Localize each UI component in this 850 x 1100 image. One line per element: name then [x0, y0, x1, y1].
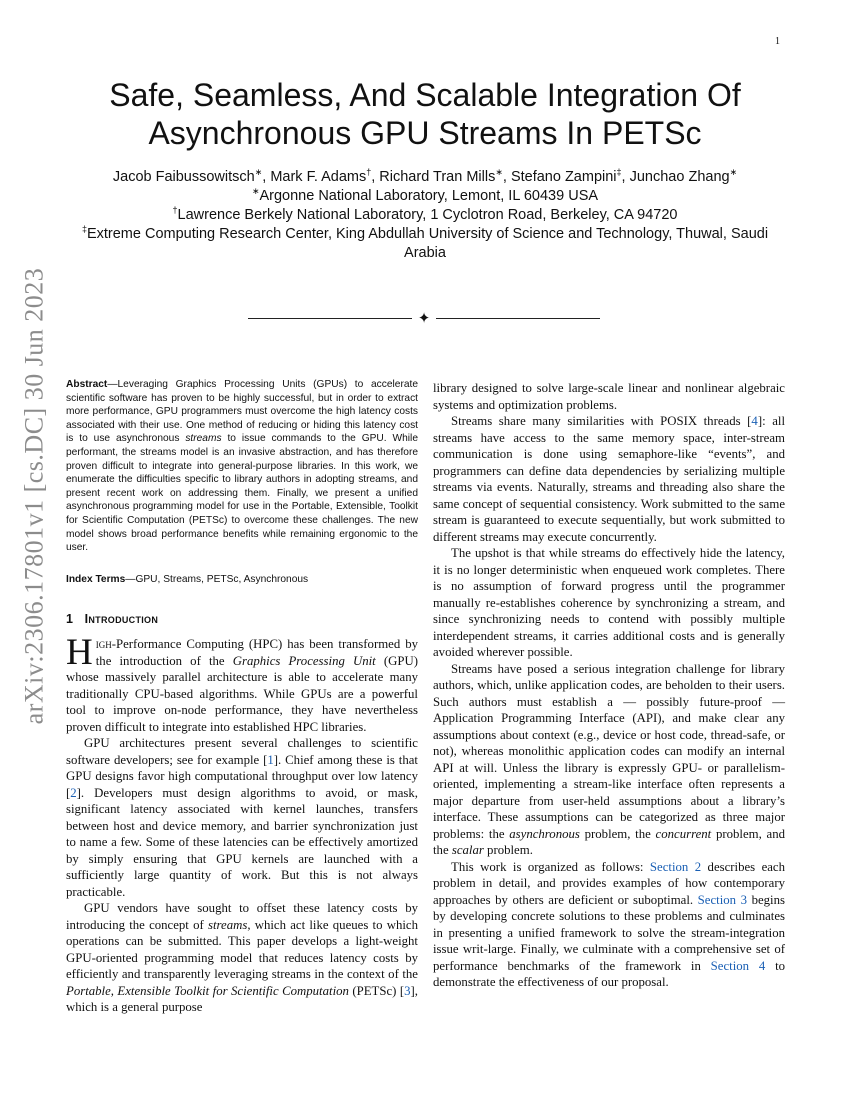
drop-cap: H [66, 632, 93, 674]
index-terms-label: Index Terms [66, 573, 126, 585]
author-mark: † [366, 167, 372, 178]
right-p1-text-1: Streams share many similarities with POSIX threads [ [451, 414, 752, 428]
author-list [70, 168, 780, 187]
right-p3-emphasis-1: asynchronous [509, 826, 580, 841]
author-mark: ∗ [254, 167, 263, 178]
index-terms-text: GPU, Streams, PETSc, Asynchronous [135, 573, 309, 585]
abstract-dash: — [107, 379, 118, 390]
affiliation-mark: † [172, 205, 178, 216]
index-terms [66, 573, 418, 587]
intro-paragraph-1 [66, 632, 418, 735]
separator-line-left [248, 318, 412, 319]
index-terms-dash: — [125, 573, 136, 585]
author-separator: , [502, 169, 511, 185]
right-paragraph-upshot: The upshot is that while streams do effectively hide the latency, it is no longer deterministic when enqueued work completes. There is no assumption of forward progress until the programmer manually re-establishes coherence by synchronizing a stream, and since synchronizing needs to contend with possibly multiple interdependent streams, it carries additional costs and is generally avoided wherever possible. [433, 546, 785, 659]
author-separator: , [371, 169, 380, 185]
section-title: Introduction [84, 612, 159, 627]
title-separator [248, 308, 600, 328]
affiliation-mark: ∗ [251, 186, 260, 197]
right-p4-text-1: This work is organized as follows: [451, 859, 650, 874]
right-p4-text-3: begins by developing concrete solutions to these problems and culminates in presenting a unified framework to solve the stream-integration issue writ-large. Finally, we culminate with a comprehensive set of performance benchmarks of the framework in [433, 892, 785, 973]
page-number: 1 [775, 36, 780, 47]
intro-p3-text-3: (PETSc) [ [348, 983, 405, 998]
intro-p3-text-1: GPU vendors have sought to offset these latency costs by introducing the concept of [66, 901, 418, 932]
right-p4-text-4: to demonstrate the effectiveness of our proposal. [433, 958, 786, 989]
affiliation-text: Lawrence Berkely National Laboratory, 1 Cyclotron Road, Berkeley, CA 94720 [177, 207, 678, 223]
right-p3-emphasis-3: scalar [451, 843, 484, 857]
abstract-emphasis: streams [185, 433, 222, 445]
author-name: Junchao Zhang [629, 169, 730, 185]
intro-p2-text-2: ]. Chief among these is that GPU designs favor high computational throughput over low latency [ [66, 752, 418, 800]
section-1-heading [66, 612, 418, 626]
author-separator: , [621, 169, 630, 185]
left-column [66, 378, 418, 1016]
citation-link[interactable]: 4 [751, 414, 758, 428]
author-name: Richard Tran Mills [379, 169, 496, 185]
intro-p3-emphasis-1: streams [207, 917, 248, 932]
title-line-2: Asynchronous GPU Streams In PETSc [148, 115, 702, 151]
intro-p1-emphasis: Graphics Processing Unit [232, 653, 376, 668]
citation-link[interactable]: 1 [267, 752, 274, 767]
right-p3-text-1: Streams have posed a serious integration challenge for library authors, which, unlike application codes, are beholden to their users. Such authors must establish a — possibly future-proof — Application Programming Interface (API), and make clear any assumptions about context (e.g., device or host code, thread-safe, or not), whereas monolithic application codes can modify an internal API at will. Unless the library is expressly GPU- or parallelism-oriented, implementing a stream-like interface often represents a major departure from user-held assumptions about a library’s interface. These assumptions can be categorized as three major problems: the [433, 661, 785, 841]
right-p4-text-2: describes each problem in detail, and provides examples of how contemporary approaches by others are deficient or suboptimal. [433, 859, 786, 907]
affiliation-mark: ‡ [81, 224, 87, 235]
right-paragraph-streams-posix [433, 413, 785, 545]
intro-p3-text-2: , which act like queues to which operations can be submitted. This paper develops a light-weight GPU-oriented programming model that reduces latency costs by efficiently and transparently leveraging streams in the context of the [66, 917, 418, 982]
right-p3-text-2: problem, the [579, 826, 656, 841]
arxiv-id-text: arXiv:2306.17801v1 [cs.DC] 30 Jun 2023 [19, 267, 49, 724]
right-p3-emphasis-2: concurrent [655, 826, 712, 841]
author-separator: , [262, 169, 271, 185]
affiliation-text: Extreme Computing Research Center, King Abdullah University of Science and Technology, Thuwal, Saudi Arabia [86, 226, 769, 261]
intro-p1-text-2: (GPU) whose massively parallel architecture is able to accelerate many traditionally CPU-based algorithms. While GPUs are a powerful tool to improve on-node performance, they have nevertheless proven difficult to integrate into established HPC libraries. [66, 653, 418, 734]
section-2-link[interactable]: Section 2 [649, 859, 702, 874]
abstract-label: Abstract [66, 379, 108, 390]
section-4-link[interactable]: Section 4 [710, 958, 766, 973]
author-mark: ∗ [729, 167, 738, 178]
separator-line-right [436, 318, 600, 319]
right-paragraph-organization [433, 859, 785, 991]
abstract [66, 378, 418, 555]
author-mark: ∗ [495, 167, 503, 178]
intro-p2-text-3: ]. Developers must design algorithms to avoid, or mask, significant latency associated with kernel launches, transfers between host and device memory, and barrier synchronization just to name a few. Some of these latencies can be effectively amortized by simply ensuring that GPU kernels are launched with a sufficiently large quantity of work. But this is not always practicable. [66, 785, 418, 899]
citation-link[interactable]: 3 [404, 983, 411, 998]
intro-p3-text-4: ], which is a general purpose [66, 983, 418, 1015]
right-paragraph-integration-challenge [433, 661, 785, 859]
arxiv-identifier-watermark [13, 267, 55, 724]
affiliation-text: Argonne National Laboratory, Lemont, IL 60439 USA [259, 188, 599, 204]
author-name: Mark F. Adams [270, 169, 367, 185]
author-name: Stefano Zampini [510, 169, 617, 185]
section-number: 1 [66, 612, 74, 627]
intro-paragraph-2 [66, 735, 418, 900]
section-3-link[interactable]: Section 3 [697, 892, 748, 907]
affiliation-argonne [70, 187, 780, 206]
intro-p2-text-1: GPU architectures present several challenges to scientific software developers; see for example [ [66, 736, 418, 767]
author-name: Jacob Faibussowitsch [112, 169, 255, 185]
affiliation-berkeley [70, 206, 780, 225]
right-p3-text-3: problem, and the [433, 826, 785, 857]
right-p1-text-2: ]: all streams have access to the same memory space, inter-stream communication is done using semaphore-like “events”, and programmers can define data dependencies by serializing multiple streams via events. Naturally, streams and threading also share the same concept of sequential consistency. Work submitted to the same stream is guaranteed to execute sequentially, but work submitted to different streams may execute concurrently. [433, 414, 785, 544]
author-mark: ‡ [616, 167, 622, 178]
intro-smallcaps: igh [95, 637, 112, 652]
title-line-1: Safe, Seamless, And Scalable Integration Of [109, 77, 741, 113]
right-column [433, 380, 785, 991]
intro-p3-emphasis-2: Portable, Extensible Toolkit for Scientific Computation [66, 983, 349, 998]
affiliation-kaust [70, 225, 780, 263]
abstract-text-1: Leveraging Graphics Processing Units (GPUs) to accelerate scientific software has proven to be highly successful, but in order to extract more performance, GPU programmers must overcome the high latency costs associated with their use. One method of reducing or hiding this latency cost is to use asynchronous [66, 379, 418, 445]
citation-link[interactable]: 2 [70, 785, 77, 800]
intro-paragraph-3 [66, 900, 418, 1016]
separator-diamond-icon: ✦ [417, 310, 431, 327]
abstract-text-2: to issue commands to the GPU. While performant, the streams model is an invasive abstraction, and has therefore proven difficult to integrate into general-purpose libraries. In this work, we enumerate the difficulties specific to library authors in adopting streams, and present recent work on addressing them. Finally, we present a unified asynchronous programming model for use in the Portable, Extensible, Toolkit for Scientific Computation (PETSc) to overcome these challenges. The new model shows broad performance benefits while remaining ergonomic to the user. [66, 433, 418, 554]
intro-p1-text-1: -Performance Computing (HPC) has been transformed by the introduction of the [95, 637, 418, 668]
right-p3-text-4: problem. [483, 843, 533, 857]
right-paragraph-continuation: library designed to solve large-scale linear and nonlinear algebraic systems and optimization problems. [433, 381, 785, 412]
paper-title [70, 76, 780, 152]
author-block [70, 168, 780, 263]
